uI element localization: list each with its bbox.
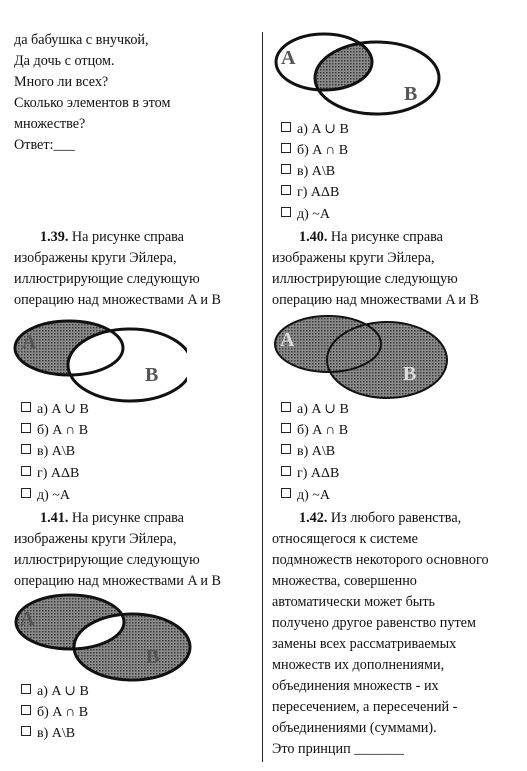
text-line: автоматически может быть [272, 594, 435, 610]
text-line: множества, совершенно [272, 573, 417, 589]
text-line: получено другое равенство путем [272, 615, 476, 631]
question-number: 1.42. [299, 510, 328, 526]
option-b[interactable]: б) A ∩ B [21, 421, 88, 441]
checkbox[interactable] [281, 444, 291, 454]
option-e[interactable]: д) ~A [21, 486, 70, 506]
venn-diagram-difference [12, 318, 187, 404]
text-line: подмножеств некоторого основного [272, 552, 489, 568]
option-b[interactable]: б) A ∩ B [21, 703, 88, 723]
checkbox[interactable] [21, 444, 31, 454]
checkbox[interactable] [281, 185, 291, 195]
checkbox[interactable] [21, 705, 31, 715]
text-line: относящегося к системе [272, 531, 418, 547]
column-divider [262, 32, 263, 762]
text-line: множестве? [14, 116, 86, 132]
option-a[interactable]: а) A ∪ B [21, 682, 89, 702]
text-line: Да дочь с отцом. [14, 53, 115, 69]
checkbox[interactable] [281, 423, 291, 433]
option-c[interactable]: в) A\B [21, 442, 75, 462]
label-a: A [280, 329, 295, 351]
checkbox[interactable] [21, 726, 31, 736]
label-b: B [146, 646, 160, 668]
option-d[interactable]: г) AΔB [281, 183, 339, 203]
option-c[interactable]: в) A\B [281, 442, 335, 462]
text-line: замены всех рассматриваемых [272, 636, 457, 652]
text-line: объединениями (суммами). [272, 720, 437, 736]
text-line: изображены круги Эйлера, [14, 531, 177, 547]
checkbox[interactable] [281, 402, 291, 412]
question-number: 1.41. [40, 510, 69, 526]
text-line: операцию над множествами A и B [14, 292, 221, 308]
checkbox[interactable] [21, 684, 31, 694]
text-line: изображены круги Эйлера, [272, 250, 435, 266]
label-a: A [22, 331, 37, 353]
text-line: Много ли всех? [14, 74, 109, 90]
label-b: B [404, 83, 418, 105]
checkbox[interactable] [281, 164, 291, 174]
text-line: иллюстрирующие следующую [14, 271, 200, 287]
checkbox[interactable] [281, 466, 291, 476]
text-line: изображены круги Эйлера, [14, 250, 177, 266]
option-b[interactable]: б) A ∩ B [281, 421, 348, 441]
checkbox[interactable] [281, 143, 291, 153]
label-a: A [281, 47, 296, 69]
option-d[interactable]: г) AΔB [281, 464, 339, 484]
venn-diagram-intersection [272, 30, 442, 120]
checkbox[interactable] [281, 122, 291, 132]
text-line: пересечением, а пересечений - [272, 699, 458, 715]
option-e[interactable]: д) ~A [281, 205, 330, 225]
option-a[interactable]: а) A ∪ B [281, 400, 349, 420]
checkbox[interactable] [281, 207, 291, 217]
option-c[interactable]: в) A\B [21, 724, 75, 744]
checkbox[interactable] [21, 466, 31, 476]
text-line: операцию над множествами A и B [14, 573, 221, 589]
venn-diagram-union [270, 312, 450, 404]
answer-line: Ответ:___ [14, 137, 75, 153]
text-line: множеств их дополнениями, [272, 657, 445, 673]
text-line: объединения множеств - их [272, 678, 439, 694]
option-b[interactable]: б) A ∩ B [281, 141, 348, 161]
text-line: да бабушка с внучкой, [14, 32, 149, 48]
answer-line: Это принцип _______ [272, 741, 404, 757]
text-line: операцию над множествами A и B [272, 292, 479, 308]
text-line: иллюстрирующие следующую [14, 552, 200, 568]
label-b: B [145, 364, 159, 386]
text-line: иллюстрирующие следующую [272, 271, 458, 287]
label-b: B [403, 363, 417, 385]
checkbox[interactable] [21, 488, 31, 498]
text-line: Сколько элементов в этом [14, 95, 171, 111]
checkbox[interactable] [21, 402, 31, 412]
label-a: A [20, 608, 35, 630]
option-c[interactable]: в) A\B [281, 162, 335, 182]
option-e[interactable]: д) ~A [281, 486, 330, 506]
option-d[interactable]: г) AΔB [21, 464, 79, 484]
question-number: 1.40. [299, 229, 328, 245]
checkbox[interactable] [21, 423, 31, 433]
checkbox[interactable] [281, 488, 291, 498]
option-a[interactable]: а) A ∪ B [21, 400, 89, 420]
venn-diagram-symmetric-difference [12, 592, 192, 682]
option-a[interactable]: а) A ∪ B [281, 120, 349, 140]
question-number: 1.39. [40, 229, 69, 245]
